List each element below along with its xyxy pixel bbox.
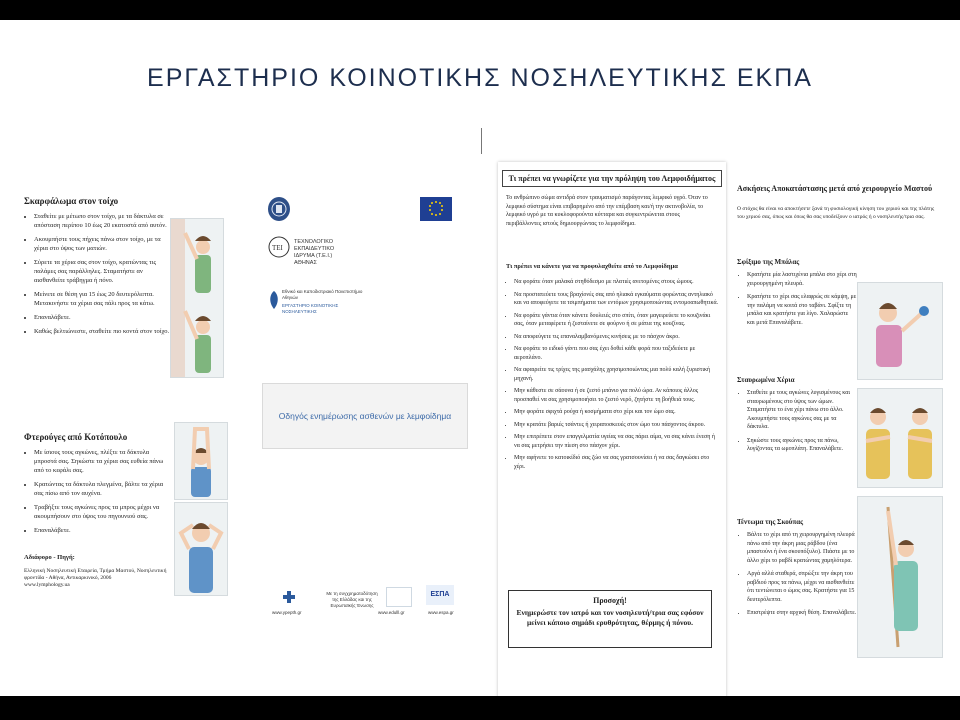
wall-climb-illustration xyxy=(170,218,224,378)
panel-prevention xyxy=(498,162,726,698)
chicken-wings-list xyxy=(24,448,170,535)
list-item: • Επιστρέψτε στην αρχική θέση. Επαναλάβετε. xyxy=(747,609,857,618)
list-item: • Μην αφήνετε το κατοικίδιό σας ζώο να σας γρατσουνίσει ή να σας δαγκώσει στο χέρι. xyxy=(514,454,720,471)
warning-text: Ενημερώστε τον ιατρό και τον νοσηλευτή/τρια σας εφόσον μείνει κάποιο σημάδι ερυθρότητας, θέρμης ή πόνου. xyxy=(516,608,704,627)
wall-climb-list xyxy=(24,212,170,336)
panel-exercises-left xyxy=(20,178,240,648)
chicken-wings-illustration-1 xyxy=(174,422,228,500)
section-title-wall-climb: Σκαρφάλωμα στον τοίχο xyxy=(24,196,119,206)
list-item: • Επαναλάβετε. xyxy=(34,313,170,322)
crossed-arms-list xyxy=(737,389,857,454)
list-item: • Να αποφεύγετε τις επαναλαμβανόμενες κινήσεις με το πάσχον άκρο. xyxy=(514,333,720,342)
list-item: • Τραβήξτε τους αγκώνες προς τα μπρος μέχρι να ακουμπήσουν στο ύψος του πηγουνιού σας. xyxy=(34,503,170,521)
reference-item: www.lymphology.ua xyxy=(24,582,70,588)
list-item: • Να προστατεύετε τους βραχίονές σας από ηλιακά εγκαύματα φορώντας αντηλιακό και να αποφεύγετε τα τσιμπήματα των εντόμων χρησιμοποιώντας εντομοαπωθητικά. xyxy=(514,291,720,308)
list-item: • Καθώς βελτιώνεστε, σταθείτε πιο κοντά στον τοίχο. xyxy=(34,327,170,336)
list-item: • Με ίσιους τους αγκώνες, πλέξτε τα δάκτυλα μπροστά σας. Σηκώστε τα χέρια σας ευθεία πάνω από το κεφάλι σας. xyxy=(34,448,170,475)
list-item: • Σύρετε τα χέρια σας στον τοίχο, κρατώντας τις παλάμες σας παράλληλες. Σταματήστε αν αισθανθείτε τράβηγμα ή πόνο. xyxy=(34,258,170,285)
list-item: • Βάλτε το χέρι από τη χειρουργημένη πλευρά πάνω από την άκρη μιας ράβδου (ένα μπαστούνι ή ένα σκουπόξυλο). Πιάστε με το άλλο χέρι το ραβδί κρατώντας χαμηλότερα. xyxy=(747,531,857,565)
list-item: • Επαναλάβετε. xyxy=(34,526,170,535)
ball-squeeze-list xyxy=(737,271,857,327)
broom-stretch-illustration xyxy=(857,496,943,658)
section-title-chicken-wings: Φτερούγες από Κοτόπουλο xyxy=(24,432,128,442)
list-item: • Μείνετε σε θέση για 15 έως 20 δευτερόλεπτα. Μετακινήστε τα χέρια σας πάλι προς τα κάτω. xyxy=(34,290,170,308)
list-item: • Ακουμπήστε τους πήχεις πάνω στον τοίχο, με τα χέρια στο ύψος των ματιών. xyxy=(34,235,170,253)
guide-title-banner: Οδηγός ενημέρωσης ασθενών με λεμφοίδημα xyxy=(262,383,468,449)
lab-logo-icon xyxy=(268,289,280,311)
ball-squeeze-illustration xyxy=(857,282,943,380)
list-item: • Μην κάθεστε σε σάουνα ή σε ζεστό μπάνιο για πολύ ώρα. Αν κάποιος άλλος προσπαθεί να σας χρησιμοποιήσει το ζεστό νερό, ζητήστε τη βοήθειά τους. xyxy=(514,387,720,404)
university-label: Εθνικό και Καποδιστριακό Πανεπιστήμιο Αθηνών xyxy=(282,289,363,300)
edulll-logo-icon xyxy=(386,587,412,607)
rehab-intro: Ο στόχος θα είναι να αποκτήσετε ξανά τη φυσιολογική κίνηση του χεριού και της πλάτης του χεριού σας, όπως και όπως θα σας υποδείξουν ο ιατρός ή ο νοσηλευτής/τρια σας. xyxy=(737,206,935,220)
list-item: • Κρατήστε μία λαστιχένια μπάλα στο χέρι στη χειρουργημένη πλευρά. xyxy=(747,271,857,288)
university-seal-icon xyxy=(268,197,290,221)
section-title-crossed-arms: Σταυρωμένα Χέρια xyxy=(737,376,795,384)
list-item: • Σταθείτε με μέτωπο στον τοίχο, με τα δάκτυλα σε απόσταση περίπου 10 έως 20 εκατοστά από αυτόν. xyxy=(34,212,170,230)
reference-item: Ελληνική Νοσηλευτική Εταιρεία, Τμήμα Μαστού, Νοσηλευτική φροντίδα - Αθήνα, Αντικαρκινικό, 2006 xyxy=(24,568,167,581)
warning-title: Προσοχή! xyxy=(593,596,627,605)
broom-stretch-list xyxy=(737,531,857,618)
crossed-arms-illustration xyxy=(857,388,943,488)
bottom-black-bar xyxy=(0,696,960,720)
prevention-title: Τι πρέπει να γνωρίζετε για την πρόληψη του Λεμφοιδήματος xyxy=(502,170,722,187)
svg-text:ΤΕΙ: ΤΕΙ xyxy=(272,244,283,252)
footer-link: www.espa.gr xyxy=(428,610,454,615)
list-item: • Σταθείτε με τους αγκώνες λυγισμένους και σταυρωμένους στο ύψος των ώμων. Σταματήστε το ένα χέρι πάνω στο άλλο. Ακουμπήστε τους αγκώνες σας με τα δάκτυλα. xyxy=(747,389,857,432)
prevention-list xyxy=(504,278,720,475)
section-title-broom-stretch: Τέντωμα της Σκούπας xyxy=(737,518,804,526)
prevention-subtitle: Τι πρέπει να κάνετε για να προφυλαχθείτε από το Λεμφοίδημα xyxy=(506,263,678,270)
page-title: ΕΡΓΑΣΤΗΡΙΟ ΚΟΙΝΟΤΙΚΗΣ ΝΟΣΗΛΕΥΤΙΚΗΣ ΕΚΠΑ xyxy=(147,64,813,92)
ministry-logo-icon xyxy=(282,590,296,604)
list-item: • Μην φοράτε σφιχτά ρούχα ή κοσμήματα στο χέρι και τον ώμο σας. xyxy=(514,408,720,417)
rehab-title: Ασκήσεις Αποκατάστασης μετά από χειρουργείο Μαστού xyxy=(737,184,933,193)
tei-logo-icon xyxy=(268,235,290,267)
list-item: • Σηκώστε τους αγκώνες προς τα πάνω, λυγίζοντας τα ωμοπλάτη. Επαναλάβετε. xyxy=(747,437,857,454)
prevention-intro: Το ανθρώπινο σώμα αντιδρά στον τραυματισμό παράγοντας λεμφικό υγρό. Όταν το λεμφικό σύστημα είναι επιβαρημένο από την επέμβαση και/ή την ακτινοβολία, το λεμφικό υγρό με τα κυκλοφορούντα κύτταρα και συγκεντρώνεται στους περιβάλλοντες ιστούς δημιουργώντας το λεμφοίδημα. xyxy=(506,195,708,227)
tei-label: ΤΕΧΝΟΛΟΓΙΚΟ ΕΚΠΑΙΔΕΥΤΙΚΟ ΙΔΡΥΜΑ (Τ.Ε.Ι.) ΑΘΗΝΑΣ xyxy=(294,239,335,266)
footer-link: www.edulll.gr xyxy=(378,610,405,615)
list-item: • Κρατώντας τα δάκτυλα πλεγμένα, βάλτε τα χέρια σας πίσω από τον αυχένα. xyxy=(34,480,170,498)
references-title: Αδιάφορο - Πηγή: xyxy=(24,554,75,561)
warning-box xyxy=(508,590,712,648)
section-title-ball-squeeze: Σφίξιμο της Μπάλας xyxy=(737,258,800,266)
top-black-bar xyxy=(0,0,960,20)
lab-label: ΕΡΓΑΣΤΗΡΙΟ ΚΟΙΝΟΤΙΚΗΣ ΝΟΣΗΛΕΥΤΙΚΗΣ xyxy=(282,303,339,314)
panel-cover xyxy=(262,185,468,635)
list-item: • Κρατήστε το χέρι σας ελαφρώς σε κάμψη, με την παλάμη να κοιτά στο ταβάνι. Σφίξτε τη μπάλα και κρατήστε για λίγο. Χαλαρώστε και μετά Επαναλάβετε. xyxy=(747,293,857,327)
list-item: • Να φοράτε το ειδικό γάντι που σας έχει δοθεί κάθε φορά που ταξιδεύετε με αεροπλάνο. xyxy=(514,345,720,362)
panel-rehab-exercises xyxy=(733,162,945,658)
list-item: • Αργά αλλά σταθερά, σπρώξτε την άκρη του ραβδιού προς τα πάνω, μέχρι να αισθανθείτε ότι τεντώνεται ο ώμος σας. Κρατήστε για 15 δευτερόλεπτα. xyxy=(747,570,857,604)
list-item: • Μην κρατάτε βαριές τσάντες ή χειραποσκευές στον ώμο του πάσχοντος άκρου. xyxy=(514,421,720,430)
footer-link: www.ypepth.gr xyxy=(272,610,302,615)
cofunding-text: Με τη συγχρηματοδότηση της Ελλάδας και της Ευρωπαϊκής Ένωσης xyxy=(326,591,378,608)
list-item: • Να φοράτε γάντια όταν κάνετε δουλειές στο σπίτι, όταν μαγειρεύετε το κουζινάκι σας, όταν μεταφέρετε ή ζεσταίνετε σε φούρνο ή σε μάτια της κουζίνας. xyxy=(514,312,720,329)
list-item: • Να φοράτε όταν μαλακά στηθόδεσμο με πλατιές ανετομένες στους ώμους. xyxy=(514,278,720,287)
list-item: • Να αφαιρείτε τις τρίχες της μασχάλης χρησιμοποιώντας μια πολύ καλή ξυριστική μηχανή. xyxy=(514,366,720,383)
divider-line xyxy=(481,128,482,154)
espa-logo: ΕΣΠΑ xyxy=(426,585,454,605)
chicken-wings-illustration-2 xyxy=(174,502,228,596)
list-item: • Μην επιτρέπετε στον επαγγελματία υγείας να σας πάρει αίμα, να σας κάνει ένεση ή να σας μετρήσει την πίεση στο πάσχον χέρι. xyxy=(514,433,720,450)
eu-flag-icon xyxy=(420,197,452,221)
